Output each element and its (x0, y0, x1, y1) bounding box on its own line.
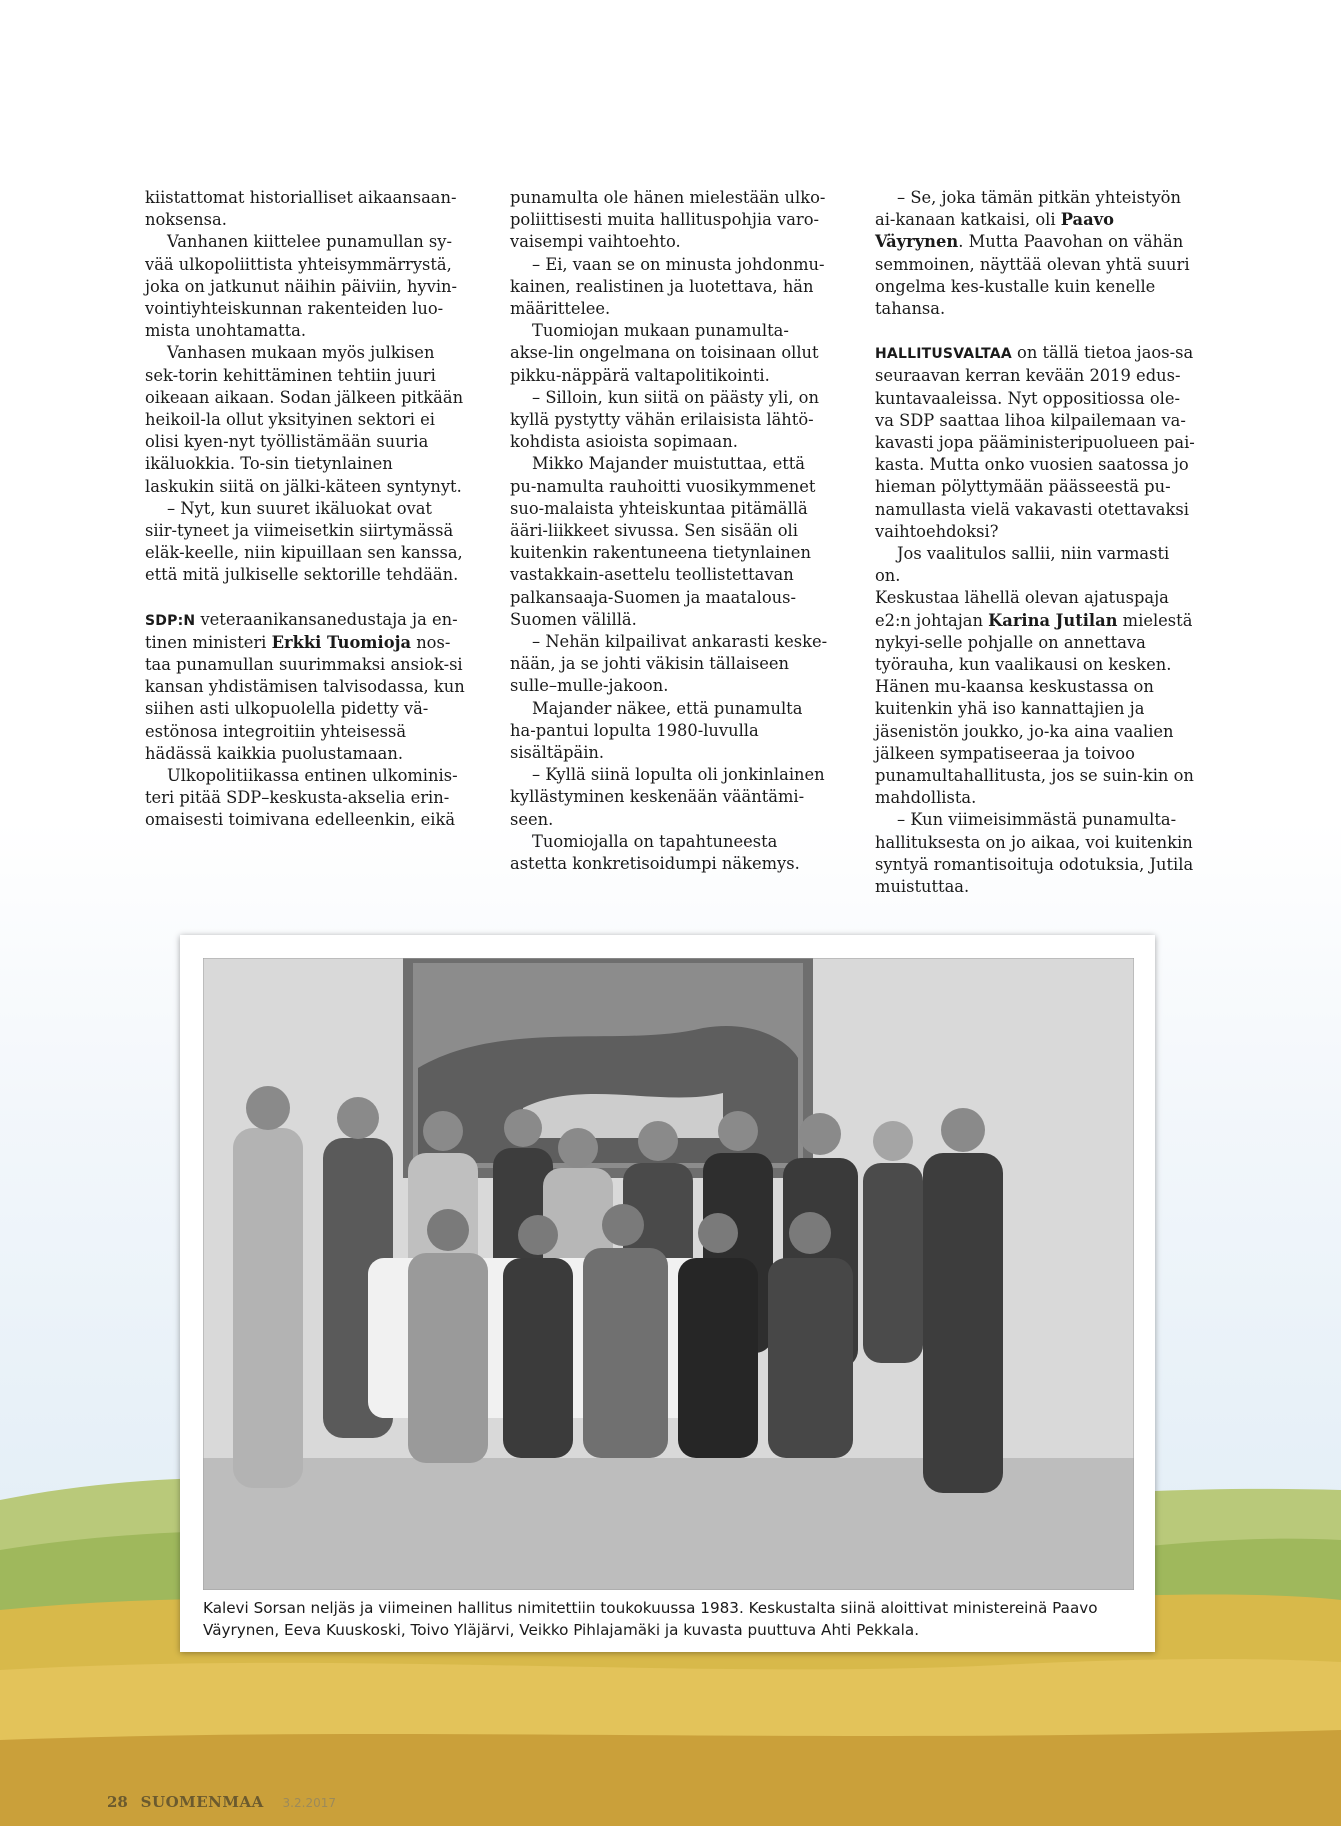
person-name: Karina Jutilan (988, 610, 1118, 630)
paragraph (510, 320, 830, 387)
paragraph-text: Majander näkee, että punamulta ha-pantui lopulta 1980-luvulla sisältäpäin. (510, 698, 803, 763)
paragraph (145, 765, 465, 832)
paragraph-text: mielestä nykyi-selle pohjalle on annettava työrauha, kun vaalikausi on kesken. Hänen mu-kaansa keskustassa on kuitenkin yhä iso kannattajien ja jäsenistön joukko, jo-ka aina vaalien jälkeen sympatiseeraa ja toivoo punamultahallitusta, jos se suin-kin on mahdollista. (875, 610, 1194, 808)
paragraph (875, 543, 1195, 587)
paragraph-text: – Se, joka tämän pitkän yhteistyön ai-kanaan katkaisi, oli (875, 188, 1181, 230)
paragraph (875, 809, 1195, 898)
paragraph (145, 231, 465, 342)
paragraph (510, 453, 830, 631)
paragraph-text: Jos vaalitulos sallii, niin varmasti on. (875, 544, 1170, 586)
paragraph (510, 254, 830, 321)
paragraph-text: kiistattomat historialliset aikaansaan-noksensa. (145, 188, 457, 230)
paragraph (510, 764, 830, 831)
paragraph-text: Vanhasen mukaan myös julkisen sek-torin kehittäminen tehtiin juuri oikeaan aikaan. Sodan jälkeen pitkään heikoil-la ollut yksityinen sektori ei olisi kyen-nyt työllistämään suuria ikäluokkia. To-sin tietynlainen laskukin siitä on jälki-käteen syntynyt. (145, 343, 464, 496)
text-column-2 (510, 187, 830, 875)
paragraph (510, 387, 830, 454)
paragraph-text: . Mutta Paavohan on vähän semmoinen, näyttää olevan yhtä suuri ongelma kes-kustalle kuin kenelle tahansa. (875, 232, 1190, 319)
paragraph-text: veteraanikansanedustaja ja en-tinen ministeri (145, 609, 458, 652)
paragraph-text: Keskustaa lähellä olevan ajatuspaja e2:n johtajan (875, 588, 1169, 630)
paragraph-text: Tuomiojalla on tapahtuneesta astetta konkretisoidumpi näkemys. (510, 831, 800, 874)
paragraph-text: – Silloin, kun siitä on päästy yli, on kyllä pystytty vähän erilaisista lähtö-kohdista asioista sopimaan. (510, 387, 819, 452)
paragraph (875, 342, 1195, 543)
issue-date: 3.2.2017 (282, 1796, 336, 1810)
photo-card (180, 935, 1155, 1652)
paragraph-text: on tällä tietoa jaos-sa seuraavan kerran kevään 2019 edus-kuntavaaleissa. Nyt oppositiossa ole-va SDP saattaa lihoa kilpailemaan va-kavasti jopa pääministeripuolueen pai-kasta. Mutta onko vuosien saatossa jo hieman pölyttymään päässeestä pu-namullasta vielä vakavasti otettavaksi vaihtoehdoksi? (875, 343, 1195, 541)
photo-caption: Kalevi Sorsan neljäs ja viimeinen hallitus nimitettiin toukokuussa 1983. Keskustalta siinä aloittivat ministereinä Paavo Väyrynen, Eeva Kuuskoski, Toivo Yläjärvi, Veikko Pihlajamäki ja kuvasta puuttuva Ahti Pekkala. (203, 1599, 1098, 1639)
page-footer (107, 1793, 336, 1813)
paragraph-text: Vanhanen kiittelee punamullan sy-vää ulkopoliittista yhteisymmärrystä, joka on jatkunut näihin päiviin, hyvin-vointiyhteiskunnan rakenteiden luo-mista unohtamatta. (145, 232, 458, 341)
person-name: Paavo Väyrynen (875, 210, 1114, 252)
paragraph (510, 187, 830, 254)
paragraph-text: – Nyt, kun suuret ikäluokat ovat siir-tyneet ja viimeisetkin siirtymässä eläk-keelle, niin kipuillaan sen kanssa, että mitä julkiselle sektorille tehdään. (145, 498, 463, 585)
paragraph-text: Ulkopolitiikassa entinen ulkominis-teri pitää SDP–keskusta-akselia erin-omaisesti toimivana edelleenkin, eikä (145, 766, 458, 830)
paragraph (510, 831, 830, 875)
group-photo (203, 958, 1134, 1590)
section-lead: HALLITUSVALTAA (875, 346, 1012, 363)
magazine-name: SUOMENMAA (140, 1793, 264, 1811)
paragraph-text: punamulta ole hänen mielestään ulko-poliittisesti muita hallituspohjia varo-vaisempi vaihtoehto. (510, 188, 826, 252)
paragraph-text: Tuomiojan mukaan punamulta-akse-lin ongelmana on toisinaan ollut pikku-näppärä valtapolitikointi. (510, 321, 819, 385)
paragraph (875, 587, 1195, 809)
text-column-1 (145, 187, 465, 832)
government-group-photo-image (203, 958, 1134, 1590)
paragraph-text: – Nehän kilpailivat ankarasti keske-nään, ja se johti väkisin tällaiseen sulle–mulle-jakoon. (510, 632, 828, 696)
section-lead: SDP:N (145, 612, 196, 629)
paragraph-text: nos-taa punamullan suurimmaksi ansiok-si kansan yhdistämisen talvisodassa, kun siihen asti ulkopuolella pidetty vä-estönosa integroitiin yhteisessä hädässä kaikkia puolustamaan. (145, 632, 465, 763)
paragraph-text: – Kyllä siinä lopulta oli jonkinlainen kyllästyminen keskenään vääntämi-seen. (510, 765, 825, 829)
paragraph-text: – Ei, vaan se on minusta johdonmu-kainen, realistinen ja luotettava, hän määrittelee. (510, 254, 825, 319)
paragraph (145, 342, 465, 497)
paragraph-text: – Kun viimeisimmästä punamulta-hallituksesta on jo aikaa, voi kuitenkin syntyä romantisoituja odotuksia, Jutila muistuttaa. (875, 810, 1194, 897)
paragraph (510, 631, 830, 698)
paragraph (510, 698, 830, 765)
page-number: 28 (107, 1793, 128, 1811)
person-name: Erkki Tuomioja (271, 632, 412, 652)
paragraph (145, 498, 465, 587)
article-body (145, 187, 1200, 897)
paragraph (145, 187, 465, 231)
paragraph-text: Mikko Majander muistuttaa, että pu-namulta rauhoitti vuosikymmenet suo-malaista yhteiskuntaa pitämällä ääri-liikkeet sivussa. Sen sisään oli kuitenkin rakentuneena tietynlainen vastakkain-asettelu teollistettavan palkansaaja-Suomen ja maatalous-Suomen välillä. (510, 454, 816, 629)
text-column-3 (875, 187, 1195, 898)
paragraph (145, 609, 465, 765)
paragraph (875, 187, 1195, 320)
